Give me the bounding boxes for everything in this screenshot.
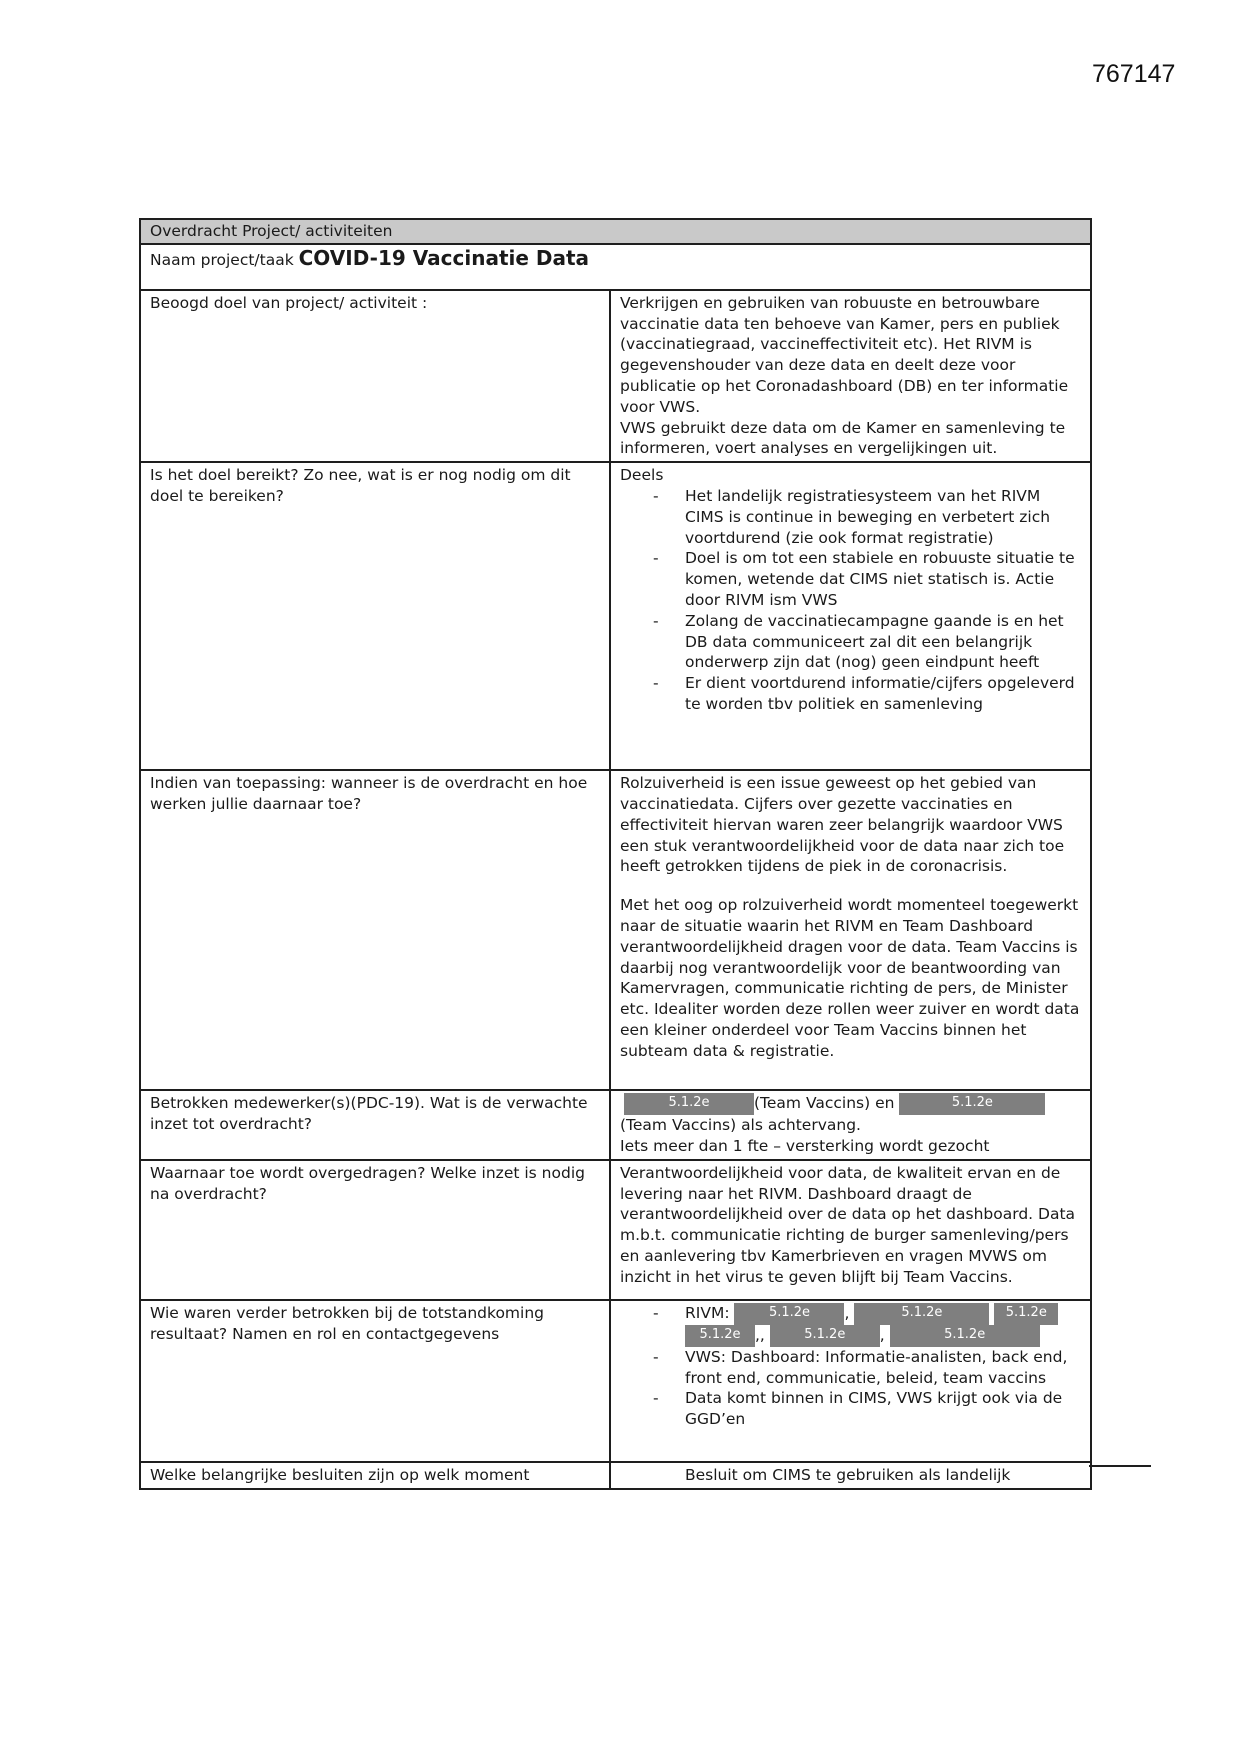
answer-bereikt-intro: Deels [620, 466, 664, 485]
answer-doel-text-2: VWS gebruikt deze data om de Kamer en samenleving te informeren, voert analyses en vergelijkingen uit. [620, 418, 1066, 458]
list-item: - Doel is om tot een stabiele en robuuste situatie te komen, wetende dat CIMS niet statisch is. Actie door RIVM ism VWS [620, 548, 1081, 610]
answer-besluiten [610, 1462, 1091, 1489]
row-overgedragen [140, 1160, 1091, 1300]
header-row [140, 219, 1091, 244]
project-title-cell [140, 244, 1091, 290]
list-item: - Er dient voortdurend informatie/cijfers opgeleverd te worden tbv politiek en samenleving [620, 673, 1081, 715]
list-item: - Het landelijk registratiesysteem van het RIVM CIMS is continue in beweging en verbetert zich voortdurend (zie ook format registratie) [620, 486, 1081, 548]
medewerkers-line-2: (Team Vaccins) als achtervang. [620, 1116, 861, 1135]
answer-medewerkers [610, 1090, 1091, 1160]
rivm-label: RIVM: [685, 1303, 730, 1322]
row-medewerkers [140, 1090, 1091, 1160]
question-overgedragen: Waarnaar toe wordt overgedragen? Welke inzet is nodig na overdracht? [140, 1160, 610, 1300]
medewerkers-team-text: (Team Vaccins) en [754, 1094, 895, 1113]
project-label: Naam project/taak [150, 250, 294, 269]
question-overdracht: Indien van toepassing: wanneer is de overdracht en hoe werken jullie daarnaar toe? [140, 770, 610, 1090]
medewerkers-line-1 [620, 1093, 1081, 1115]
besluiten-text: Besluit om CIMS te gebruiken als landelijk [685, 1465, 1011, 1484]
redaction-box: 5.1.2e [734, 1303, 844, 1325]
list-item-rivm [620, 1303, 1081, 1347]
redaction-box: 5.1.2e [685, 1325, 755, 1347]
overdracht-paragraph-1: Rolzuiverheid is een issue geweest op het gebied van vaccinatiedata. Cijfers over gezette vaccinaties en effectiviteit hiervan waren zeer belangrijk waardoor VWS een stuk verantwoordelijkheid voor de data naar zich toe heeft getrokken tijdens de piek in de coronacrisis. [620, 774, 1065, 876]
row-overdracht [140, 770, 1091, 1090]
redaction-box: 5.1.2e [899, 1093, 1045, 1115]
project-name: COVID-19 Vaccinatie Data [298, 245, 590, 270]
separator: , [844, 1303, 850, 1322]
row-doel [140, 290, 1091, 462]
list-item: - VWS: Dashboard: Informatie-analisten, back end, front end, communicatie, beleid, team vaccins [620, 1347, 1081, 1389]
question-betrokken: Wie waren verder betrokken bij de totstandkoming resultaat? Namen en rol en contactgegevens [140, 1300, 610, 1462]
question-besluiten: Welke belangrijke besluiten zijn op welk moment [140, 1462, 610, 1489]
betrokken-list [620, 1303, 1081, 1430]
redaction-box: 5.1.2e [890, 1325, 1040, 1347]
answer-overgedragen: Verantwoordelijkheid voor data, de kwaliteit ervan en de levering naar het RIVM. Dashboard draagt de verantwoordelijkheid over de data op het dashboard. Data m.b.t. communicatie richting de burger samenleving/pers en aanlevering tbv Kamerbrieven en vragen MVWS om inzicht in het virus te geven blijft bij Team Vaccins. [610, 1160, 1091, 1300]
answer-bereikt [610, 462, 1091, 770]
answer-overdracht [610, 770, 1091, 1090]
row-bereikt [140, 462, 1091, 770]
document-number: 767147 [1092, 60, 1176, 88]
bottom-rule [1089, 1465, 1151, 1467]
title-row [140, 244, 1091, 290]
row-besluiten [140, 1462, 1091, 1489]
separator: , [879, 1325, 885, 1344]
redaction-box: 5.1.2e [770, 1325, 880, 1347]
redaction-box: 5.1.2e [854, 1303, 989, 1325]
question-medewerkers: Betrokken medewerker(s)(PDC-19). Wat is de verwachte inzet tot overdracht? [140, 1090, 610, 1160]
answer-doel [610, 290, 1091, 462]
answer-doel-text: Verkrijgen en gebruiken van robuuste en betrouwbare vaccinatie data ten behoeve van Kamer, pers en publiek (vaccinatiegraad, vaccineffectiviteit etc). Het RIVM is gegevenshouder van deze data en deelt deze voor publicatie op het Coronadashboard (DB) en ter informatie voor VWS. [620, 293, 1069, 416]
handover-form-table [139, 218, 1092, 1490]
overdracht-paragraph-2: Met het oog op rolzuiverheid wordt momenteel toegewerkt naar de situatie waarin het RIVM en Team Dashboard verantwoordelijkheid dragen voor de data. Team Vaccins is daarbij nog verantwoordelijk voor de beantwoording van Kamervragen, communicatie richting de pers, de Minister etc. Idealiter worden deze rollen weer zuiver en wordt data een kleiner onderdeel voor Team Vaccins binnen het subteam data & registratie. [620, 896, 1080, 1060]
question-bereikt: Is het doel bereikt? Zo nee, wat is er nog nodig om dit doel te bereiken? [140, 462, 610, 770]
question-doel: Beoogd doel van project/ activiteit : [140, 290, 610, 462]
redaction-box: 5.1.2e [624, 1093, 754, 1115]
bereikt-list [620, 486, 1081, 715]
list-item: - Data komt binnen in CIMS, VWS krijgt ook via de GGD’en [620, 1388, 1081, 1430]
medewerkers-line-3: Iets meer dan 1 fte – versterking wordt gezocht [620, 1136, 990, 1155]
row-betrokken [140, 1300, 1091, 1462]
form-header: Overdracht Project/ activiteiten [140, 219, 1091, 244]
redaction-box: 5.1.2e [994, 1303, 1058, 1325]
list-item: - Zolang de vaccinatiecampagne gaande is en het DB data communiceert zal dit een belangrijk onderwerp zijn dat (nog) geen eindpunt heeft [620, 611, 1081, 673]
separator: ,, [755, 1325, 765, 1344]
answer-betrokken [610, 1300, 1091, 1462]
